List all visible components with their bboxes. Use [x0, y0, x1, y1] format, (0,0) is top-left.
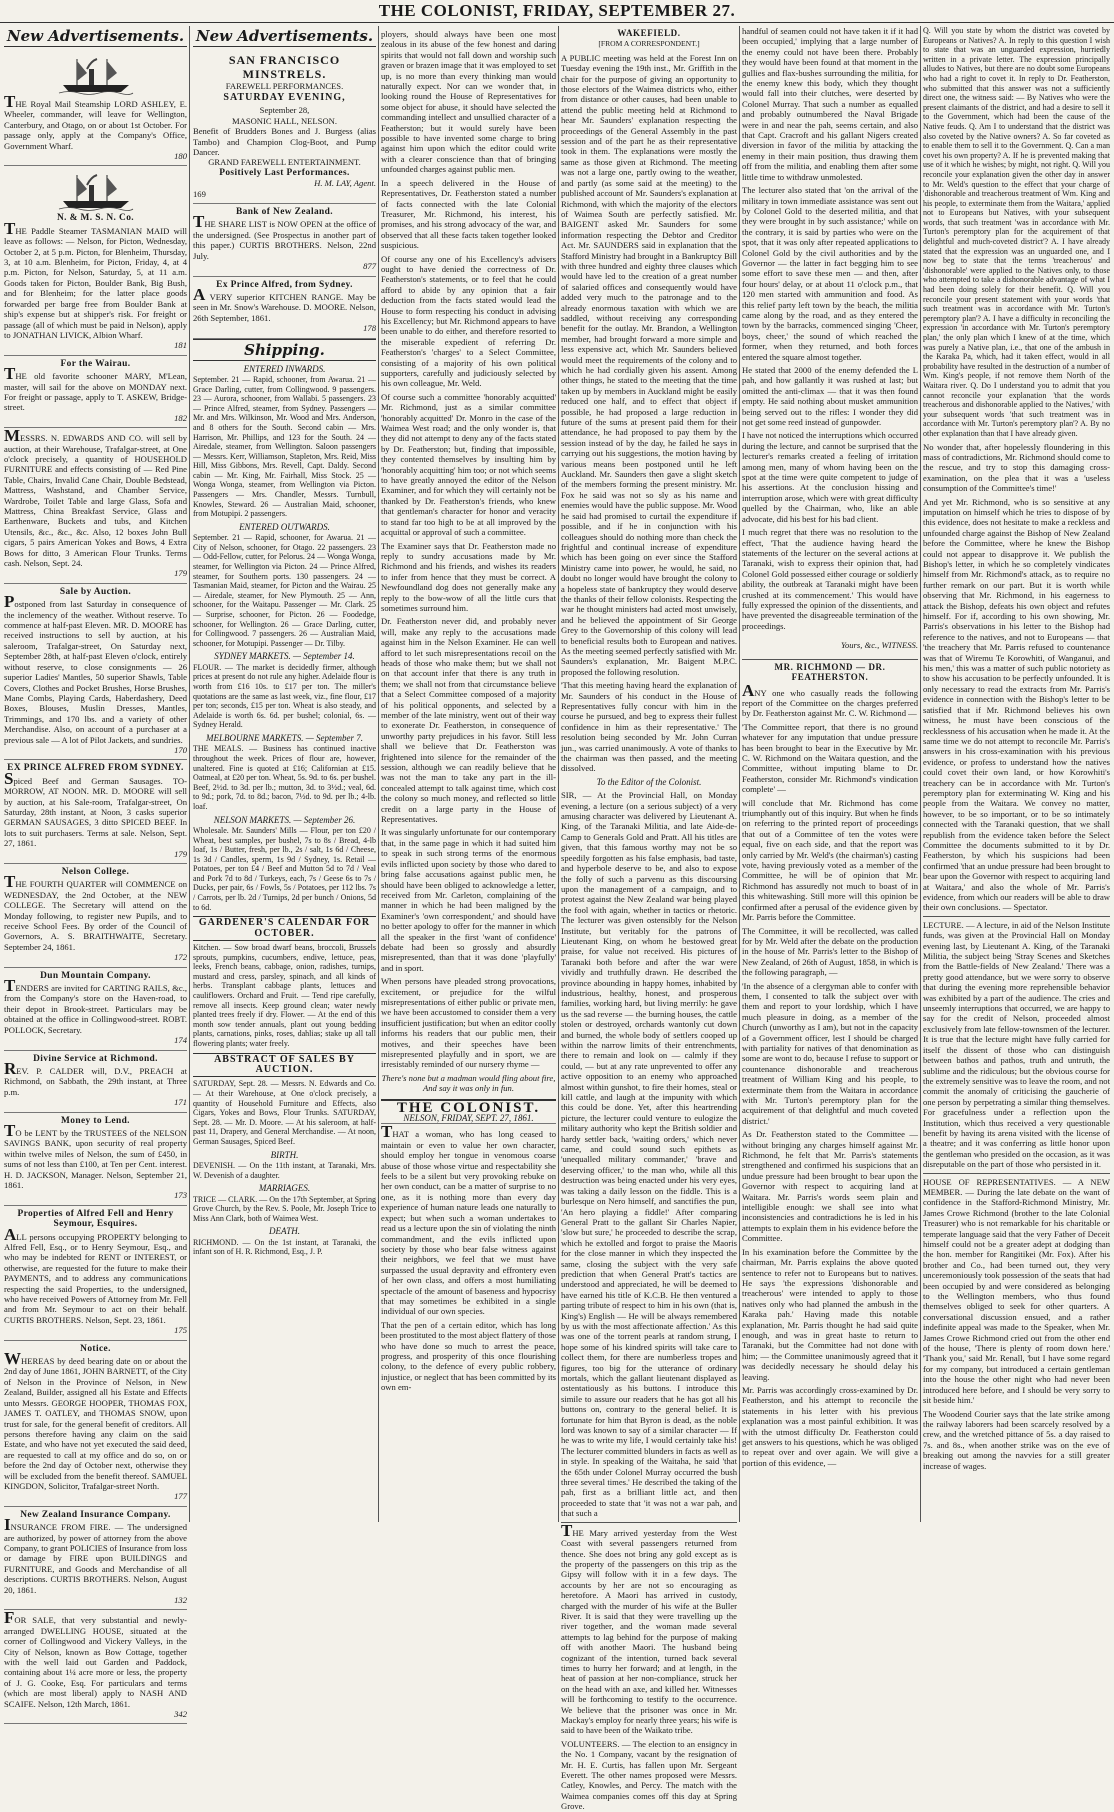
column-rule: [189, 26, 190, 1522]
ad-number: 177: [174, 1491, 187, 1502]
ad-number: 181: [174, 340, 187, 351]
garden-calendar: Kitchen. — Sow broad dwarf beans, broccoli, Brussels sprouts, pumpkins, cucumbers, endive, lettuce, peas, leeks, French beans, cabbage, onion, radishes, turnips, mustard and cress, parsley, spinach, and all kinds of herbs. Transplant cabbage plants, lettuces and cauliflowers. Orchard and Fruit. — Tend ripe carefully, remove all insects. Keep ground clean; water newly planted trees freely if dry. Flower. — At the end of this month sow tender annuals, plant out young bedding plants, carnations, pinks, roses, dahlias; stake up all tall flowering plants; water freely.: [193, 943, 376, 1048]
column-rule: [558, 26, 559, 1522]
advertisement: [4, 1051, 187, 1113]
article-paragraph: That the pen of a certain editor, which has long been prostituted to the most abject flattery of those who have done so much to arrest the peace, progress, and prosperity of this once flourishing colony, to the defence of every public robbery, injustice, or neglect that has been committed by its own em-: [381, 1319, 556, 1393]
advertisement: [4, 584, 187, 761]
article-paragraph: THAT a woman, who has long ceased to maintain or even to value her own character, should employ her tongue in venomous coarse abuse of those whose virtue and respectability she feels to be a silent but very provoking rebuke on her own conduct, can be a matter of surprise to no one, as it is nothing more than every day experience of human nature leads one naturally to expect; but when such a woman undertakes to read us a lecture upon the sin of violating the ninth commandment, and the evils inflicted upon society by those who bear false witness against their neighbors, we feel that we must have surpassed the usual depravity and effrontery even of her own class, and offers a most humiliating spectacle of the amount of baseness and hypocrisy that may sometimes be exhibited in a single individual of our own species.: [381, 1122, 556, 1317]
advertisement: [4, 760, 187, 864]
letter-body: SIR, — At the Provincial Hall, on Monday evening, a lecture (on a serious subject) of a very amusing character was delivered by Lieutenant A. King, of the Taranaki Militia, and late Aide-de-Camp to Generals Gold and Pratt. All his titles are given, that this famous worthy may not be so speedily forgotten as his false emphasis, bad taste, and hyperbole deserve to be, and also to expose the folly of such a parvenu as this discoursing upon the management of a campaign, and to protest against the New Zealand war being played the fool with again, whether in tactics or rhetoric. The lecturer was given ostensibly for the Nelson Institute, but veritably for the patrons of Lieutenant King, on whom he bestowed great praise, for value not received. His pictures of Taranaki both before and after the war were vividly and truthfully drawn. He described the province abounding in happy homes, inhabited by industrious, healthy, honest, and prosperous families, working hard, but living merrily: he gave us the sad reverse — the burning houses, the cattle stolen or destroyed, orchards wantonly cut down and burned, the whole body of settlers cooped up within the narrow limits of their entrenchments, there to remain and look on — calmly if they could, — but at any rate unprevented to offer any active opposition to an enemy who approached almost within gunshot, to fire their homes, steal or kill cattle, and laugh at the impunity with which this could be done. Yet, after this heartrending picture, the lecturer could venture to eulogize the military authority who kept the British soldier and hardy settler back, 'waiting orders,' which never came, and could sound such epithets as 'unequalled military commander,' 'brave and deserving officer,' to the man who, while all this destruction was being enacted under his very eyes, was taking a daily lesson on the fiddle. This is a burlesque on Nero himself, and sanctifies the pun, 'An hero playing a fiddle!' After comparing General Pratt to the gallant Sir Charles Napier, 'slow but sure,' he proceeded to describe the scrap, which he extolled and forgot to praise the Maoris for the close manner in which they inspected the same, closing the subject with the very safe prediction that when General Pratt's tactics are understood and appreciated, he will be deemed to have earned his title of K.C.B. He then ventured a parting tribute of respect to him in his own (that is, King's) English — He will be always remembered by us with the most affectionate affection.' As this was one of the torrent pearls at random strung, I hope some of his kindred spirits will take care to collect them, for there are numberless tropes and figures, too big for the utterance of ordinary mortals, which the gallant lieutenant displayed as ostentatiously as his buttons. I introduce this simile to assure our readers that he has got all his buttons on, contrary to the general belief. It is fortunate for him that Byron is dead, as the noble lord was known to say of a similar character — If he was to write my life, I would certainly take his! The lecturer committed blunders in facts as well as in style. In speaking of the Waitaha, he said 'that the 65th under Colonel Murray occurred the bush three several times.' He described the taking of the pah, first as a brilliant little act, and then proceeded to state that 'it was not a war pah, and that such a: [561, 790, 737, 1519]
entered-inwards-title: ENTERED INWARDS.: [243, 363, 326, 374]
ad-title: Bank of New Zealand.: [235, 207, 334, 218]
lecture-news: LECTURE. — A lecture, in aid of the Nelson Institute funds, was given at the Provincial Hall on Monday evening last, by Lieutenant A. King, of the Taranaki Militia, the subject being 'Stray Scenes and Sketches from the Battle-fields of New Zealand.' There was a pretty good attendance, but we were sorry to observe that during the evening more reprehensible behavior was exhibited by a part of the audience. The cries and unseemly interruptions that occurred, we are happy to say for the credit of Nelson, proceeded almost exclusively from late fellow-townsmen of the lecturer. It is true that the lecture might have fully carried for itself the dissent of those who can distinguish between bathos and pathos, truth and untruth, the sublime and the ridiculous; but the obvious course for the extremely sensitive was to leave the room, and not commit the anomaly of criticising the gaucherie of one person by perpetrating a similar thing themselves. For gracefulness under a reflection upon the Institution, which thus received a very questionable benefit by having its arena visited with the license of a theatre; and it was conferring as little honor upon the gentleman who presided on the occasion, as it was disreputable on the part of those who persisted in it.: [923, 916, 1110, 1170]
column-rule: [378, 26, 379, 1522]
masthead: THE COLONIST, FRIDAY, SEPTEMBER 27.: [0, 0, 1114, 23]
article-paragraph: 'The Committee report, that there is no ground whatever for any imputation that undue pressure has been brought to bear in the Executive by Mr. C. W. Richmond on the Waitara question, and the Committee, without imputing blame to Dr. Featherston, consider Mr. Richmond's vindication complete' —: [742, 721, 918, 795]
entered-inwards: September. 21 — Rapid, schooner, from Awarua. 21 — Grace Darling, cutter, from Collingwood. 9 passengers. 23 — Aurora, schooner, from Wallabi. 5 passengers. 23 — Prince Alfred, steamer, from Sydney. Passengers — Mr. and Mrs. Wilkinson, Mr. Wood and Mrs. Anderson, and 8 others for the South. Second cabin — Mrs. Harrison, Mr. Phillips, and 123 for the South. 24 — Airedale, steamer, from Wellington. Saloon passengers — Messrs. Kerr, Williamson, Stapleton, Mrs. Reid, Miss Hill, Miss Gibbons, Mrs. Revell, Capt. Daldy. Second cabin — Mr. King, Mr. Fairhall, Miss Stock. 25 — Wonga Wonga, steamer, from Wellington via Picton. Passengers — Mrs. Chandler, Messrs. Turnbull, Knowles, Steward. 26 — Australian Maid, schooner, from Motupipi. 2 passengers.: [193, 374, 376, 519]
column-6: [923, 26, 1110, 1522]
ad-number: 178: [363, 323, 376, 334]
melbourne-markets: THE MEALS. — Business has continued inactive throughout the week. Prices of flour are, however, unaltered. Fine is quoted at £16; Californian at £15. Oatmeal, at £20 per ton. Wheat, 5s. 9d. to 6s. per bushel. Beef, 2½d. to 3d. per lb.; mutton, 3d. to 3½d.; veal, 6d. to 9d.; pork, 7d. to 8d.; bacon, 7½d. to 9d. per lb.; 4-lb. loaf.: [193, 744, 376, 811]
ad-title: EX PRINCE ALFRED FROM SYDNEY.: [7, 763, 184, 774]
article-paragraph: The Examiner says that Dr. Featherston made no reply to sundry accusations made by Mr. Richmond and his friends, and wishes its readers to infer from hence that they must be correct. A Newfoundland dog does not generally make any reply to the bow-wow of all the little curs that sometimes surround him.: [381, 540, 556, 613]
wakefield-title: WAKEFIELD.: [617, 28, 681, 38]
article-paragraph: I much regret that there was no resolution to the effect, 'That the audience having heard the statements of the lecturer on the several actions at Taranaki, wish to express their opinion that, had Colonel Gold possessed either courage or soldierly ability, the outbreak at Taranaki might have been crushed at its commencement.' This would have fully expressed the opinion of the dissentients, and have prevented the disagreeable termination of the proceedings.: [742, 527, 918, 631]
nelson-markets-title: NELSON MARKETS. — September 26.: [213, 814, 356, 825]
ad-body: Spiced Beef and German Sausages. TO-MORROW, AT NOON. MR. D. MOORE will sell by auction, at his Sale-room, Trafalgar-street, On Saturday, 28th instant, at Noon, 3 casks superior GERMAN SAUSAGES, 3 ditto SPICED BEEF. In lots to suit purchasers. Terms at sale. Nelson, Sept. 27, 1861.: [4, 768, 187, 849]
ad-title: For the Wairau.: [60, 358, 131, 369]
column-heading: New Advertisements.: [193, 26, 376, 47]
ad-body: THE SHARE LIST is NOW OPEN at the office of the undersigned. (See Prospectus in another part of this paper.) CURTIS BROTHERS. Nelson, 22nd July.: [193, 212, 376, 261]
column-3: [381, 26, 556, 1522]
nelson-markets: Wholesale. Mr. Saunders' Mills — Flour, per ton £20 / Wheat, best samples, per bushel, 7s to 8s / Bread, 4-lb loaf, 1s / Butter, fresh, per lb., 2s / salt, 1s 6d / Cheese, 1s 3d / Candles, sperm, 1s 9d / Sydney, 1s. Retail — Potatoes, per ton £4 / Beef and Mutton 5d to 7d / Veal and Pork 7d to 8d / Turkeys, each, 7s / Geese 6s to 7s / Ducks, per pair, 6s / Fowls, 5s / Potatoes, per 112 lbs. 7s / Carrots, per lb. 2d / Turnips, 2d per bunch / Onions, 5d to 6d.: [193, 825, 376, 912]
article-paragraph: The Committee, it will be recollected, was called for by Mr. Weld after the debate on the production in the house of Mr. Parris's letter to the Bishop of New Zealand, of 26th of August, 1858, in which is the following paragraph, —: [742, 925, 918, 978]
ad-title: Properties of Alfred Fell and Henry Seymour, Esquires.: [17, 1208, 174, 1230]
advertisement: [4, 356, 187, 428]
column-rule: [920, 26, 921, 1522]
column-1: [4, 26, 187, 1720]
ad-number: 132: [174, 1595, 187, 1605]
ad-number: 173: [174, 1190, 187, 1201]
volunteers-news: VOLUNTEERS. — The election to an ensigncy in the No. 1 Company, vacant by the resignation of Mr. H. E. Curtis, has fallen upon Mr. Sergeant Everett. The other names proposed were Messrs. Catley, Knowles, and Percy. The match with the Waimea companies comes off this day at Spring Grove.: [561, 1738, 737, 1812]
ad-number: 169: [193, 188, 206, 199]
minstrels-grand: GRAND FAREWELL ENTERTAINMENT.: [208, 157, 361, 168]
advertisement: [4, 1113, 187, 1206]
advertisement: [4, 1507, 187, 1611]
column-5: [742, 26, 918, 1522]
courier-news: The Woodend Courier says that the late strike among the railway laborers had been scarcely resolved by a crew, and the wretched pittance of 5s. a day raised to 7s. and 8s., when another strike was on the eve of breaking out among the navvies for a still greater increase of wages.: [923, 1408, 1110, 1471]
entered-outwards: September. 21 — Rapid, schooner, for Awarua. 21 — City of Nelson, schooner, for Otago. 22 passengers. 23 — Odd-Fellow, cutter, for Pelorus. 24 — Wonga Wonga, steamer, for Wellington via Picton. 24 — Prince Alfred, steamer, for Southern ports. 130 passengers. 24 — Tasmanian Maid, steamer, for Picton and the Wairau. 25 — Airedale, steamer, for New Plymouth. 25 — Ann, schooner, for the Waitapu. Passenger — Mr. Clark. 25 — Surprise, schooner, for Picton. 26 — Foodedge, schooner, for Wellington. 26 — Grace Darling, cutter, for Collingwood. 7 passengers. 26 — Australian Maid, schooner, for Motupipi. Passenger — Dr. Tilby.: [193, 533, 376, 648]
article-paragraph: In a speech delivered in the House of Representatives, Dr. Featherston stated a number of facts connected with the late Colonial Treasurer, Mr. Richmond, his interest, his promises, and his strong advocacy of the war, and observed that all these facts taken together looked suspicious.: [381, 177, 556, 251]
ad-body: THE Paddle Steamer TASMANIAN MAID will leave as follows: — Nelson, for Picton, Wednesday, October 2, at 5 p.m. Picton, for Blenheim, Thursday, 3, at 10 a.m. Blenheim, for Picton, Friday, 4, at 4 p.m. Picton, for Nelson, Saturday, 5, at 11 a.m. Goods taken for Picton, Boulder Bank, Big Bush, and for Blenheim; for the latter place goods forwarded per barge free from Boulder Bank at ship's expense but at shipper's risk. For freight or passage (all of which must be paid in Nelson), apply to JONATHAN LIVICK, Albion Wharf.: [4, 218, 187, 340]
ad-title: Sale by Auction.: [59, 586, 132, 597]
nursery-rhyme: There's none but a madman would fling about fire, And say it was only in fun.: [381, 1072, 556, 1094]
entered-outwards-title: ENTERED OUTWARDS.: [239, 521, 330, 532]
ad-number: 174: [174, 1035, 187, 1046]
garden-calendar-title: GARDENER'S CALENDAR FOR OCTOBER.: [193, 916, 376, 941]
house-news: HOUSE OF REPRESENTATIVES. — A NEW MEMBER. — During the late debate on the want of confidence in the Stafford-Richmond Ministry, Mr. James Crowe Richmond (brother to the late Colonial Treasurer) who is not remarkable for his charitable or temperate language said that the very Father of Deceit himself could not be a greater adept at dodging than the hon. member for Rangitikei (Mr. Fox). After his brother and Co., had been turned out, they very unceremoniously took possession of the seats that had been occupied by and were considered as belonging to the Wellington members, who thus found themselves obliged to seek for other quarters. A conversational discussion ensued, and a rather indefinite appeal was made to the Speaker, when Mr. James Crowe Richmond cried out from the other end of the house, 'There is plenty of room down here.' 'Thank you,' said Mr. Renall, 'but I have some regard for my company, but introduced a certain gentleman into the house the other night who had never been introduced here before, and I should be very sorry to sit beside him.': [923, 1173, 1110, 1406]
wakefield-subtitle: [FROM A CORRESPONDENT.]: [598, 39, 700, 49]
marriage-notice: TRICE — CLARK. — On the 17th September, at Spring Grove Church, by the Rev. S. Poole, Mr. Joseph Trice to Miss Ann Clark, both of Waimea West.: [193, 1194, 376, 1223]
article-paragraph: Of course such a committee 'honorably acquitted' Mr. Richmond, just as a similar committee 'honorably acquitted' Dr. Monro in the case of the Waimea West road; and the only wonder is, that they did not attempt to deny any of the facts stated by Dr. Featherston; but, finding that impossible, they contented themselves by insulting him by 'honorably acquitting' him too; or not which seems to have greatly annoyed the editor of the Nelson Examiner, and for which they will certainly not be thanked by Dr. Featherston's friends, who knew that gentleman's character for honor and veracity to stand far too high to be at all improved by the acquittal or approval of such a committee.: [381, 391, 556, 538]
ad-number: 877: [363, 261, 376, 272]
minstrels-subtitle: FAREWELL PERFORMANCES.: [225, 81, 344, 91]
ad-number: 182: [174, 412, 187, 423]
range-ad: [193, 277, 376, 339]
advertisement: [4, 1610, 187, 1724]
ad-number: 172: [174, 952, 187, 963]
article-paragraph: As Dr. Featherston stated to the Committee — without bringing any charges himself against Mr. Richmond, he felt that Mr. Parris's statements strengthened and confirmed his suspicions that an undue pressure had been brought to bear upon the Governor with respect to acquiring land at Waitara. Mr. Parris's words seem plain and intelligible enough: we shall see into what inconsistencies and contradictions he is led in his attempts to explain them in his evidence before the Committee.: [742, 1129, 918, 1244]
birth-notice: DEVENISH. — On the 11th instant, at Taranaki, Mrs. W. Devenish of a daughter.: [193, 1160, 376, 1180]
article-paragraph: A PUBLIC meeting was held at the Forest Inn on Tuesday evening the 19th inst., Mr. Griffith in the chair for the purpose of giving an opportunity to those electors of the Waimea districts who, either from distance or other causes, had been unable to attend the public meeting held at Richmond to hear Mr. Saunders' explanation respecting the proceedings of the General Assembly in the past session and of the part he as their representative took in them. The explanations were mostly the same as those given at Richmond. The meeting was not a large one, partly owing to the weather, and partly (as some said at the meeting) to the published account of Mr. Saunders's explanation at Richmond, with which the majority of the electors of Waimea South are perfectly satisfied. Mr. BAIGENT asked Mr. Saunders for some information respecting the Debtor and Creditor Act. Mr. SAUNDERS said in explanation that the Stafford Ministry had brought in a Bankruptcy Bill with three hundred and eighty three clauses which would have led to the creation of a great number of salaried offices and consequently would have added very much to the patronage and to the already enormous taxation with which we are saddled, without receiving any corresponding benefit for the outlay. Mr. Brandon, a Wellington member, had brought forward a more simple and less expensive act, which Mr. Saunders believed would meet the requirements of the colony and to which he had cordially given his assent. Among other things, he stated to the meeting that the time taken up by members in Auckland might be easily reduced one half, and to effect that object if possible, he had proposed a large reduction in future of the sums at present paid them for their attendance, he had proposed to pay them by the session instead of by the day, he failed he says in carrying out his suggestions, the motion having by various means been postponed until he left Auckland. Mr. Saunders then gave a slight sketch of the members forming the present ministry. Mr. Fox he said was not so sly as his name and enemies would have the public suppose. Mr. Wood he said had promised to curtail the expenditure if possible, and if he in conjunction with his colleagues should do nothing more than check the frightful and continual increase of expenditure which has been going on ever since the Stafford Ministry came into power, he would, he said, no doubt no longer would have brought the colony to a hopeless state of bankruptcy they would deserve the thanks of their fellow colonists. Respecting the war he thought ministers had acted most unwisely, and he believed the appointment of Sir George Grey to the Governorship of this colony will lead to beneficial results both to European and natives. As the meeting seemed perfectly satisfied with Mr. Saunders's explanation, Mr. Baigent M.P.C. proposed the following resolution.: [561, 52, 737, 677]
ad-title: Ex Prince Alfred, from Sydney.: [216, 279, 353, 290]
death-notice: RICHMOND. — On the 1st instant, at Taranaki, the infant son of H. R. Richmond, Esq., J. P.: [193, 1237, 376, 1257]
article-paragraph: Mr. Parris was accordingly cross-examined by Dr. Featherston, and his attempt to reconcile the statements in his letter with his previous explanation was a most painful exhibition. It was with the utmost difficulty Dr. Featherston could get answers to his questions, which he was obliged to repeat over and over again. We will give a portion of this evidence, —: [742, 1384, 918, 1468]
ad-title: Divine Service at Richmond.: [33, 1053, 158, 1064]
sales-abstract: SATURDAY, Sept. 28. — Messrs. N. Edwards and Co. — At their Warehouse, at One o'clock precisely, a quantity of Household Furniture and Effects, also Cigars, Yokes and Bows, Flour Trunks. SATURDAY, Sept. 28. — Mr. D. Moore. — At his saleroom, at half-past 11, Drapery, and General Merchandise. — At noon, German Sausages, Spiced Beef.: [193, 1079, 376, 1146]
minstrels-date: September 28,: [259, 105, 310, 116]
article-paragraph: And yet Mr. Richmond, who is so sensitive at any imputation on himself which he tries to dispose of by this evidence, does not hesitate to make a reckless and unfounded charge against the Bishop of New Zealand before the Committee, where he knew the Bishop could not appear to disapprove it. We publish the Bishop's letter, in which he so completely vindicates himself from Mr. Richmond's attack, as to require no further remark on our part. But it is worth while observing that Mr. Richmond, in his eagerness to attack the Bishop, defeats his own object and refutes himself. For if, according to his own showing, Mr. Parris's observations in his letter to the Bishop had reference to the natives, and not to Europeans — that 'the treachery that Mr. Parris refused to countenance was that of Wiremu Te Korowhiti, of Wanganui, and his men,' this was a matter of such public notoriety as to show his accusation to be perfectly unfounded. It is only necessary to read the extracts from Mr. Parris's evidence in connection with the Bishop's letter to be satisfied that if Mr. Richmond believes his own witness, he must have been conscious of the recklessness of his accusation when he made it. At the same time we do not attempt to reconcile Mr. Parris's answers in his cross-examination with his previous evidence, or profess to understand how the natives could covet their own land, or how Korowhiti's treachery can be in accordance with Mr. Turton's peremptory plan for exterminating W. King and his people from the Waitara. We convey no matter, however, to be so important, or to be so intimately connected with the Taranaki question, that we shall republish from the evidence taken before the Select Committee the documents submitted to it by Dr. Featherston, by which his suspicions had been confirmed 'that an undue pressure had been brought to bear upon the Governor with respect to acquiring land at Waitara,' and also the whole of Mr. Parris's evidence, from which our readers will be able to draw their own conclusions. — Spectator.: [923, 496, 1110, 913]
ad-body: A VERY superior KITCHEN RANGE. May be seen in Mr. Snow's Warehouse. D. MOORE. Nelson, 26th September, 1861.: [193, 284, 376, 323]
ad-title: Dun Mountain Company.: [40, 970, 151, 981]
article-paragraph: Of course any one of his Excellency's advisers ought to have denied the correctness of Dr. Featherston's statements, or to feel that he could afford to abide by any opinion that a fair deduction from the facts stated would lead the House to form respecting his conduct in advising his Excellency; but Mr. Richmond appears to have been unable to do either, and therefore resorted to the miserable expedient of referring Dr. Featherston's 'charges' to a Select Committee, consisting of a majority of his own political supporters, carefully and judiciously selected by his own colleague, Mr. Weld.: [381, 253, 556, 389]
sydney-markets: FLOUR. — The market is decidedly firmer, although prices at present do not rule any higher. Adelaide flour is worth from £16 10s. to £17 per ton. The miller's quotations are the same as last week, viz., fine flour, £17 per ton; seconds, £15 per ton. Wheat is also steady, and Adelaide is worth 6s. 6d. per bushel; colonial, 6s. — Sydney Herald.: [193, 662, 376, 730]
ad-body: MESSRS. N. EDWARDS AND CO. will sell by auction, at their Warehouse, Trafalgar-street, at One o'clock precisely, a quantity of HOUSEHOLD FURNITURE and effects consisting of — Red Pine Table, Chairs, Invalid Cane Chair, Double Bedstead, Mattress, Washstand, and Chamber Service, Wardrobe, Toilet Table and large Glass, Sofa and Mattress, China Breakfast Service, Glass and Earthenware, Buckets and tubs, and Kitchen Utensils, &c., &c., &c. Also, 12 boxes John Bull cigars, 5 pairs American Yokes and Bows, 4 Extra Bows for ditto, 3 American Flour Trunks. Terms cash. Nelson, Sept. 24.: [4, 426, 187, 569]
article-paragraph: 'In the absence of a clergyman able to confer with them, I consented to talk the subject over with them and report to your lordship, which I have much pleasure in doing, as a member of the Church (unworthy as I am), but not in the capacity of a Government officer, lest I should be charged with partiality for natives of that denomination as some are wont to do, because I refuse to support or countenance dishonorable and treacherous treatment of William King and his people, to exterminate them from the Waitara in accordance with Mr. Turton's peremptory plan for the acquirement of that delightful and much coveted district.': [742, 980, 918, 1126]
editorial-title: THE COLONIST.: [381, 1099, 556, 1113]
steamship-icon: [59, 55, 133, 95]
minstrels-ad: [193, 50, 376, 204]
letter-heading: To the Editor of the Colonist.: [596, 776, 702, 787]
advertisement: [4, 166, 187, 355]
article-paragraph: will conclude that Mr. Richmond has come triumphantly out of this inquiry. But when he finds on referring to the printed report of proceedings that out of a Committee of ten the votes were equal, five on each side, and that the report was only carried by Mr. Weld's (the chairman's) casting vote, having previously voted as a member of the Committee, he will be of opinion that Mr. Richmond has assuredly not much to boast of in this whitewashing. Still more will this opinion be confirmed after a perusal of the evidence given by Mr. Parris before the Committee.: [742, 797, 918, 923]
ad-title: New Zealand Insurance Company.: [20, 1509, 171, 1520]
ad-number: 180: [174, 151, 187, 162]
editorial-dateline: NELSON, FRIDAY, SEPT. 27, 1861.: [381, 1113, 556, 1124]
minstrels-title: SAN FRANCISCO MINSTRELS.: [228, 53, 341, 81]
ad-number: 170: [174, 744, 187, 755]
advertisement: [4, 50, 187, 166]
article-paragraph: handful of seamen could not have taken it if it had been occupied,' implying that a large number of the enemy could not have been there. Probably they would have been found at that moment in the gullies and flax-bushes surrounding the militia, for the enemy knew this body, which they thought would fall into their clutches, were deserted by Colonel Murray. That such a number as equalled and probably outnumbered the Naval Brigade were in and near the pah, seems certain, and also that Capt. Cracroft and his gallant Nigers created diversion in favor of the militia by attacking the enemy in their main position, thus drawing them off from the militia, and enabling them after some little time to withdraw unmolested.: [742, 26, 918, 182]
article-paragraph: When persons have pleaded strong provocations, excitement, or prejudice for the wilful misrepresentations of either public or private men, we have been accustomed to consider them a very insufficient justification; but when an editor coolly informs his readers that our public men, their motives, and their speeches have been misrepresented playfully and in sport, we are irresistably reminded of our nursery rhyme —: [381, 976, 556, 1070]
ad-body: FOR SALE, that very substantial and newly-arranged DWELLING HOUSE, situated at the corner of Collingwood and Vickery Valleys, in the City of Nelson, known as Bow Cottage, together with the well laid out Garden and Paddock, containing about 1¼ acre more or less, the property of J. G. Cooke, Esq. For particulars and terms (which are most liberal) apply to NASH AND SCAIFE. Nelson, 12th March, 1861.: [4, 1608, 187, 1709]
advertisement: [4, 968, 187, 1051]
article-paragraph: The lecturer also stated that 'on the arrival of the military in town immediate assistance was sent out by Colonel Gold to the deserted militia, and that they were brought in by such assistance;' while on the contrary, it is said by parties who were on the spot, that it was only after repeated applications to Colonel Gold by the civil authorities and by the Governor — the latter in fact begging him to see some effort to save these men — and then, after four hours' delay, or at about 11 o'clock p.m., that 120 men started with ammunition and food. As this relief party left town by the beach, the militia came along by the road, and as they entered the town by the barracks, commenced singing 'Cheer, boys, cheer,' the sound of which reached the former, when they returned, and both forces entered the square almost together.: [742, 185, 918, 362]
article-paragraph: ployers, should always have been one most zealous in its abuse of the few honest and daring spirits that would not fall down and worship such graven or brazen image that it was employed to set up, is no more than every thinking man would naturally expect. Nor can we wonder that, in looking round the House of Representatives for some object for abuse, it should have selected the commanding intellect and unsullied character of a Featherston; but it would surely have been possible to have invented some charge to bring against him upon which the editor could write with a clearer conscience than that of bringing unfounded charges against public men.: [381, 29, 556, 175]
committee-evidence: Q. Will you state by whom the district was coveted by Europeans or Natives? A. In reply to this question I wish to state that was an unguarded expression, hurriedly written in a private letter. The expression principally alludes to Natives, but there are no doubt some Europeans who had a right to covet it. In reply to Dr. Featherston, who submitted that this answer was not a sufficiently direct one, the witness said: — By Natives who were the present claimants of the district, and had a desire to sell it to the Government, which had been the cause of the Native feuds. Q. Am I to understand that the district was also coveted by the Native owners? A. So far coveted as to enable them to sell it to the Government. Q. Can a man covet his own property? A. If he is prevented making that use of it which he wishes; by might, not right. Q. Will you reconcile your explanation given the other day in answer to Mr. Weld's question to the effect that your charge of 'dishonorable and treacherous treatment of Wm. King and his people, to exterminate them from the Waitara,' applied not to Europeans but Natives, with your subsequent words, that such treatment 'was in accordance with Mr. Turton's peremptory plan for the acquirement of that delightful and much-coveted district'? A. I have already stated that the expression was an unguarded one, and I now beg to state that the terms 'treacherous' and 'dishonorable' were applied to the Natives only, to those who attempted to take a dishonorable advantage of what I had been doing solely for their benefit. Q. Will you reconcile your present statement with your words 'that such treatment was in accordance with Mr. Turton's peremptory plan'? A. I have a difficulty in reconciling the expression 'in accordance with Mr. Turton's peremptory plan,' the only plan which I knew of at the time, which was purely a Native plan, i.e., that one of the ambush in the Karaka Pa, which, had it taken effect, would in all probability have resulted in the destruction of a number of Wm. King's people, if not remove them North of the Waitara river. Q. Do I understand you to admit that you cannot reconcile your explanation 'that the words treacherous and dishonorable applied to the Natives,' with your subsequent words 'that such treatment was in accordance with Mr. Turton's peremptory plan'? A. By no other explanation than that I have already given.: [923, 26, 1110, 438]
advertisement: [4, 428, 187, 584]
melbourne-markets-title: MELBOURNE MARKETS. — September 7.: [206, 732, 363, 743]
advertisement: [4, 1341, 187, 1507]
resolution: 'That this meeting having heard the explanation of Mr. Saunders of his conduct in the House of Representatives fully concur with him in the course he pursued, and beg to express their fullest confidence in him as their representative.' The resolution being seconded by Mr. John Curran jun., was carried unanimously. A vote of thanks to the chairman was then passed, and the meeting dissolved.: [561, 680, 737, 774]
advertisements-list: [4, 50, 187, 1724]
article-paragraph: He stated that 2000 of the enemy defended the L pah, and how gallantly it was rushed at last; but omitted the anti-climax — that it was then found empty. He said nothing about musket ammunition being served out to the rifles: I wonder they did not get some reed instead of gunpowder.: [742, 365, 918, 428]
article-paragraph: ANY one who casually reads the following report of the Committee on the charges preferred by Dr. Featherston against Mr. C. W. Richmond —: [742, 680, 918, 719]
ad-body: TO be LENT by the TRUSTEES of the NELSON SAVINGS BANK, upon security of real property within twelve miles of Nelson, the sum of £450, in sums of not less than £100, at Ten per Cent. interest. H. D. JACKSON, Manager. Nelson, September 21, 1861.: [4, 1120, 187, 1190]
column-rule: [739, 26, 740, 1522]
sales-abstract-title: ABSTRACT OF SALES BY AUCTION.: [193, 1053, 376, 1078]
shipping-heading: Shipping.: [193, 339, 376, 361]
richmond-featherston-title: MR. RICHMOND — DR. FEATHERSTON.: [742, 659, 918, 683]
minstrels-last: Positively Last Performances.: [219, 167, 350, 178]
article-paragraph: No wonder that, after hopelessly floundering in this mass of contradictions, Mr. Richmond should come to the rescue, and try to stop this damaging cross-examination, on the plea that it was a 'useless consumption of the Committee's time!': [923, 441, 1110, 494]
minstrels-venue: MASONIC HALL, NELSON.: [231, 115, 338, 126]
sydney-markets-title: SYDNEY MARKETS. — September 14.: [214, 651, 355, 662]
ad-body: TENDERS are invited for CARTING RAILS, &c., from the Company's store on the Haven-road, to their depot in Brook-street. Particulars may be obtained at the office in Collingwood-street. ROBT. POLLOCK, Secretary.: [4, 976, 187, 1035]
minstrels-when: SATURDAY EVENING,: [223, 92, 346, 104]
column-heading: New Advertisements.: [4, 26, 187, 47]
ad-number: 171: [174, 1097, 187, 1108]
ad-title: N. & M. S. N. Co.: [56, 213, 135, 224]
article-paragraph: It was singularly unfortunate for our contemporary that, in the same page in which it had suited him to speak in such strong terms of the enormous evils inflicted upon society by those who dared to bring false accusations against public men, he should have been obliged to acknowledge a letter, received from Mr. Carleton, complaining of the manner in which he had been maligned by the Examiner's 'own correspondent,' and should have no better apology to offer for the manner in which all the speaker in the first 'want of confidence' debate had been so grossly and absurdly misrepresented, than that it was done 'playfully' and in sport.: [381, 827, 556, 973]
ad-body: REV. P. CALDER will, D.V., PREACH at Richmond, on Sabbath, the 29th instant, at Three p.m.: [4, 1058, 187, 1097]
marriages-title: MARRIAGES.: [258, 1183, 311, 1194]
column-4: [561, 26, 737, 1812]
minstrels-agent: H. M. LAY, Agent.: [314, 178, 376, 189]
ad-body: THE old favorite schooner MARY, M'Lean, master, will sail for the above on MONDAY next. For freight or passage, apply to T. ASKEW, Bridge-street.: [4, 364, 187, 413]
letter-signature: Yours, &c., WITNESS.: [840, 639, 918, 650]
ad-body: THE FOURTH QUARTER will COMMENCE on WEDNESDAY, the 2nd October, at the NEW COLLEGE. The Secretary will attend on the Monday following, to register new Pupils, and to receive School Fees. By order of the Council of Governors, A. S. BRAITHWAITE, Secretary. September 24, 1861.: [4, 872, 187, 952]
article-paragraph: Dr. Featherston never did, and probably never will, make any reply to the accusations made against him in the Nelson Examiner. He can well afford to let such misrepresentations recoil on the heads of those who make them; but we shall not on that account infer that there is any truth in them; we shall not from that circumstance believe that a Select Committee composed of a majority of his political opponents, and selected by a member of the late ministry, went out of their way to exonerate Dr. Featherston, in consequence of unworthy party prejudices in his favor. Still less shall we believe that Dr. Featherston was frightened into silence for the remainder of the session, although we can readily believe that he was not the man to take any part in the ill-concealed attempt to talk against time, which cost the colony so much money, and reflected so little credit on a large party in the House of Representatives.: [381, 616, 556, 825]
ad-number: 342: [174, 1709, 187, 1720]
ad-number: 175: [174, 1325, 187, 1336]
article-paragraph: I have not noticed the interruptions which occurred during the lecture, and cannot be surprised that the lecturer's remarks created a feeling of irritation among men, many of whom having been on the spot at the time were quite competent to judge of his assertions. At the conclusion hissing and interruption arose, which were with great difficulty quelled by the Chairman, who, like an able advocate, did his best for his bad client.: [742, 430, 918, 524]
death-title: DEATH.: [269, 1226, 300, 1237]
ad-body: INSURANCE FROM FIRE. — The undersigned are authorized, by power of attorney from the above Company, to grant POLICIES of Insurance from loss or damage by FIRE upon BUILDINGS and FURNITURE, and Goods and Merchandise of all descriptions. CURTIS BROTHERS. Nelson, August 20, 1861.: [4, 1515, 187, 1595]
ad-number: 179: [174, 568, 187, 579]
column-2: [193, 26, 376, 1522]
bank-ad: [193, 204, 376, 276]
advertisement: [4, 1206, 187, 1341]
minstrels-body: Benefit of Brudders Bones and J. Burgess (alias Tambo) and Champion Clog-Boot, and Pump Dancer.: [193, 126, 376, 158]
ad-title: Money to Lend.: [61, 1115, 130, 1126]
ad-body: Postponed from last Saturday in consequence of the inclemency of the weather. Without reserve. To commence at half-past Eleven. MR. D. MOORE has received instructions to sell by auction, at his saleroom, Trafalgar-street, On Saturday next, September 28th, at half-past Eleven o'clock, entirely without reserve, to close consignments — 26 superior Ladies' Mantles, 50 superior Shawls, Table Covers, Clothes and Pocket Brushes, Horse Brushes, Mane Combs, Playing Cards, Haberdashery, Deed Boxes, Blouses, Muslin Dresses, Mantles, Trimmings, and 170 lbs. and a variety of other Merchandise. Also, on account of a purchaser at a previous sale — A lot of Pilot Jackets, and sundries.: [4, 592, 187, 745]
birth-title: BIRTH.: [270, 1149, 299, 1160]
ad-body: WHEREAS by deed bearing date on or about the 2nd day of June 1861, JOHN BARNETT, of the City of Nelson in the Province of Nelson, in New Zealand, Builder, assigned all his Estate and Effects unto Messrs. GEORGE HOOPER, THOMAS FOX, JAMES T. OATLEY, and THOMAS SNOW, upon trust for sale, for the general benefit of creditors. All persons therefore having any claim on the said Estate, and who have not yet executed the said deed, are requested to call at my office and do so, on or before the 2nd day of October next, otherwise they will be excluded from the benefit thereof. SAMUEL KINGDON, Solicitor, Trafalgar-street North.: [4, 1349, 187, 1491]
ad-number: 179: [174, 848, 187, 859]
ad-body: THE Royal Mail Steamship LORD ASHLEY, E. Wheeler, commander, will leave for Wellington, Canterbury, and Otago, on or about 1st October. For passage only, apply at the Company's Office, Government Wharf.: [4, 92, 187, 151]
ad-title: Notice.: [80, 1343, 111, 1354]
mary-arrival: THE Mary arrived yesterday from the West Coast with several passengers returned from thence. She does not bring any gold except as is the property of the passengers on this trip as the Gipsy will follow with it in a few days. The accounts by her are not so encouraging as heretofore. A Maori has arrived in custody, charged with the murder of his wife at the Buller River. It is said that they were travelling up the river together, and the woman made several attempts to lag behind for the purpose of making off with another Maori. The husband being cognizant of the intention, turned back several times to hurry her forward; and at length, in the heat of passion at her non-compliance, struck her on the head with an axe, and killed her. Witnesses will be forthcoming to testify to the occurrence. We believe that the prisoner was once in Mr. Mackay's employ for nearly three years; his wife is said to have been of the Waikato tribe.: [561, 1520, 737, 1736]
steamship-icon: [59, 171, 133, 211]
ad-title: Nelson College.: [61, 867, 130, 877]
ad-body: ALL persons occupying PROPERTY belonging to Alfred Fell, Esq., or to Henry Seymour, Esq., and who may be indebted for RENT or INTEREST, or otherwise, are requested for the future to make their PAYMENTS, and to address any communications respecting the said Properties, to the undersigned, who have received Powers of Attorney from Mr. Fell and from Mr. Seymour to act on their behalf. CURTIS BROTHERS. Nelson, Sept. 23, 1861.: [4, 1224, 187, 1325]
article-paragraph: In his examination before the Committee by the chairman, Mr. Parris explains the above quoted sentence to refer not to Europeans but to natives. He says 'the expressions 'dishonorable and treacherous' were intended to apply to those natives only who had planned the ambush in the Karaka pah.' Having made this notable explanation, Mr. Parris thought he had said quite enough, and was in great haste to return to Taranaki, but the Committee had not done with him; — the Committee unanimously agreed that it was decidedly necessary he should delay his leaving.: [742, 1246, 918, 1382]
advertisement: [4, 864, 187, 968]
